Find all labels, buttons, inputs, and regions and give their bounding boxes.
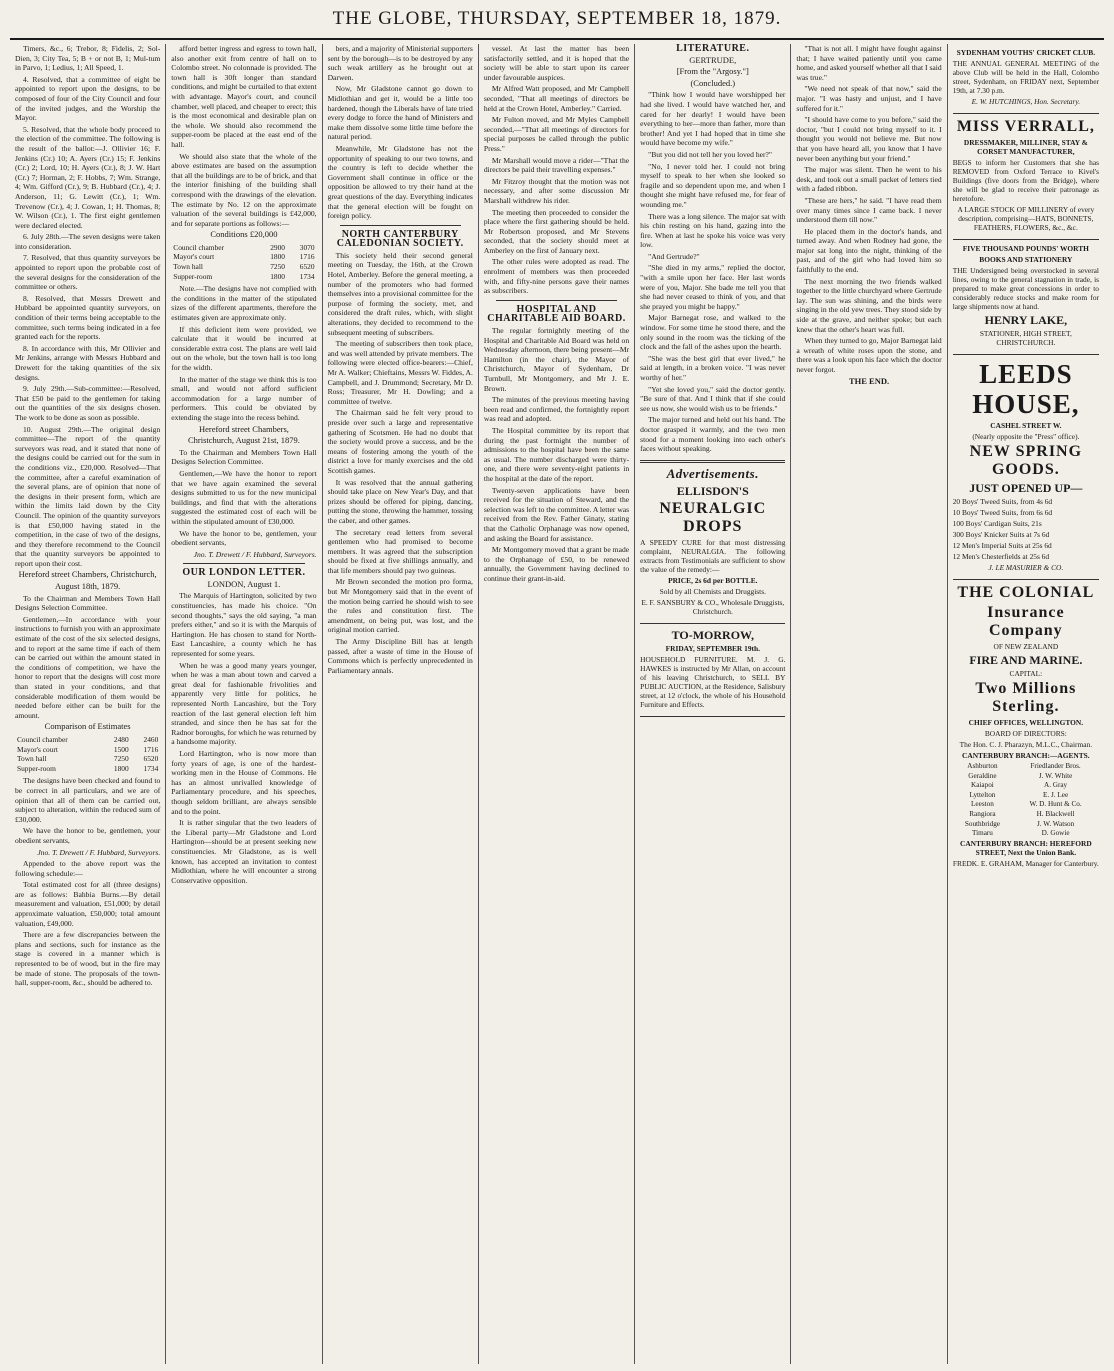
table-cell: Town hall [17, 754, 47, 764]
article-heading: NORTH CANTERBURY CALEDONIAN SOCIETY. [336, 228, 464, 250]
table-row [171, 243, 316, 253]
paragraph: Mr Marshall would move a rider—"That the directors be paid their travelling expenses." [483, 155, 630, 175]
letter-heading: Hereford street Chambers, Christchurch, [18, 569, 157, 580]
column-1 [10, 44, 166, 1364]
advert-body: A SPEEDY CURE for that most distressing complaint, NEURALGIA. The following extracts from Testimonials are sufficient to show the value of the remedy:— [640, 538, 786, 575]
advert-body: BEGS to inform her Customers that she has REMOVED from Oxford Terrace to Kivel's Buildings (five doors from the Bridge), where she will be glad to receive their patronage as heretofore. [952, 158, 1099, 203]
table-cell: H. Blackwell [1036, 809, 1075, 818]
paragraph: Mr Fulton moved, and Mr Myles Campbell seconded,—"That all meetings of directors for special purposes be called through the public Press." [483, 115, 630, 153]
table-cell: 1800 [270, 252, 285, 262]
paragraph: This society held their second general meeting on Tuesday, the 16th, at the Crown Hotel, Amberley. Before the general meeting, a number of the promoters who had formed themselves into a provisional committee for the purpose of forming the society, met, and considered the draft rules, which, with slight alterations, they decided to recommend to the subsequent meeting of subscribers. [327, 250, 473, 337]
list-item: 20 Boys' Tweed Suits, from 4s 6d [952, 497, 1053, 506]
paragraph: "That is not all. I might have fought against that; I have waited patiently until you came home, and asked yourself whether all that I said was true." [796, 44, 942, 82]
column-5 [635, 44, 791, 1364]
paragraph: We should also state that the whole of the above estimates are based on the assumption that all the buildings are to be of brick, and that the interior finishing of the building shall correspond with the drawings of the elevation. The estimate by No. 12 on the approximate valuation of the several buildings is £42,000, and for separate portions as follows:— [171, 151, 317, 228]
divider [340, 225, 461, 226]
advert-sub: CASHEL STREET W. [990, 421, 1062, 430]
paragraph: Appended to the above report was the following schedule:— [15, 859, 161, 878]
advert-body: HOUSEHOLD FURNITURE. M. J. G. HAWKES is instructed by Mr Allan, on account of his leaving Christchurch, to SELL BY PUBLIC AUCTION, at the Residence, Salisbury street, at 12 o'clock, the whole of his Household Furniture and Effects. [640, 655, 786, 710]
agents-table [953, 762, 1099, 839]
advert-title-2: NEW SPRING GOODS. [969, 443, 1083, 478]
paragraph: The Chairman said he felt very proud to preside over such a large and representative gathering of Scotsmen. He had no doubt that the society would prove a success, and be the means of fostering among the youth of the district a love for manly exercises and the old Scottish games. [327, 408, 473, 475]
advert-sign: J. LE MASURIER & CO. [988, 563, 1064, 572]
advert-branch: CANTERBURY BRANCH:—AGENTS. [962, 751, 1090, 760]
advert-capital-label: CAPITAL: [1009, 669, 1043, 678]
table-row [953, 800, 1099, 810]
paragraph: Mr Montgomery moved that a grant be made to the Orphanage of £50, to be renewed annually, the Government having declined to continue their grant-in-aid. [483, 545, 630, 583]
paragraph: "Think how I would have worshipped her had she lived. I would have watched her, and cared for her dearly! I would have been everything to her—more than father, more than brother! And yet I had hoped that in time she would have become my wife." [640, 90, 786, 148]
table-cell: 1716 [299, 252, 315, 262]
advert-leeds-house [953, 355, 1099, 580]
paragraph: afford better ingress and egress to town hall, also another exit from centre of hall on to Colombo street. No colonnade is provided. The town hall is 30ft longer than standard conditions, and might be curtailed to that extent with advantage. Mayor's court, and council chamber, well placed, and cheaper to erect; this is the most economical and desirable plan on the whole. We should also recommend the supper-room be placed at the east end of the hall. [171, 44, 317, 149]
paragraph: Gentlemen,—In accordance with your instructions to furnish you with an approximate estimate of the cost of the six selected designs, and to report at the same time if each of them can be carried out within the amount stated in the conditions of competition, we have the honor to report that the designs will cost more than stated in your conditions, and that considerable modification of them would be needed before either can be built for the amount. [15, 614, 161, 720]
advert-body: THE Undersigned being overstocked in several lines, owing to the general stagnation in trade, is prepared to make great concessions in order to considerably reduce stocks and make room for large shipments now at hand. [952, 266, 1099, 311]
advert-cricket-club [953, 44, 1099, 114]
advert-body: THE ANNUAL GENERAL MEETING of the above Club will be held in the Hall, Colombo street, Sydenham, on FRIDAY next, September 19th, at 7.30 p.m. [952, 59, 1099, 95]
paragraph: "She died in my arms," replied the doctor, "with a smile upon her face. Her last words were of you, Major. She bade me tell you that she had never ceased to think of you, and that she prayed you might be happy." [640, 263, 786, 311]
paragraph: There are a few discrepancies between the plans and sections, such for instance as the stage is covered in a manner which is represented to be of wood, but in the fire may be made of stone. The proposals of the town-hall, supper-room, &c., should be adhered to. [15, 930, 161, 988]
paragraph: Gentlemen,—We have the honor to report that we have again examined the several designs submitted to us for the new municipal buildings, and find that with the alterations suggested the estimated cost of each will be within the stipulated amount of £30,000. [171, 468, 317, 526]
paragraph: Note.—The designs have not complied with the conditions in the matter of the stipulated sizes of the different apartments, therefore the estimates given are approximate only. [171, 284, 317, 323]
section-heading: Advertisements. [666, 465, 759, 481]
table-cell: 2900 [270, 242, 285, 252]
table-row [953, 791, 1099, 801]
paragraph: 8. Resolved, that Messrs Drewett and Hubbard be appointed quantity surveyors, on condition of their terms being acceptable to the committee, such terms being indicated in a fee granted each for the reports. [15, 293, 161, 342]
advert-price: PRICE, 2s 6d per BOTTLE. [668, 576, 758, 586]
paragraph: 7. Resolved, that thus quantity surveyors be appointed to report upon the probable cost of the several designs for the consideration of the committee or others. [15, 253, 161, 292]
table-cell: Council chamber [173, 242, 224, 252]
paragraph: 6. July 28th.—The seven designs were taken into consideration. [15, 232, 161, 251]
advert-sub: OF NEW ZEALAND [993, 642, 1059, 651]
table-cell: A. Gray [1044, 781, 1068, 790]
table-cell: Supper-room [173, 271, 213, 281]
advert-books [953, 240, 1099, 355]
column-6 [791, 44, 947, 1364]
paragraph: 9. July 29th.—Sub-committee:—Resolved, That £50 be paid to the gentlemen for taking out the quantities of the six designs chosen. The work to be done as soon as possible. [15, 384, 161, 422]
paragraph: Twenty-seven applications have been received for the situation of Steward, and the selection was left to the committee. A letter was received from the Rev. Father Ginaty, stating that the Catholic Orphanage was now opened, and asking the Board for assistance. [483, 485, 630, 543]
advert-title: MISS VERRALL, [956, 118, 1095, 135]
table-row [15, 764, 160, 774]
table-row [953, 762, 1099, 772]
paragraph: When he was a good many years younger, when he was a man about town and carved a great deal for fashionable frivolities and apparently very little for politics, he represented North Lancashire, but the Tory reaction of the last general election left him stranded, and since then he has sat for the Radnor boroughs, for which he was returned by a handsome majority. [171, 660, 317, 747]
paragraph: The meeting then proceeded to consider the place where the first gathering should be held. Mr Robertson proposed, and Mr Stevens seconded, that the society should meet at Amberley on the first of January next. [483, 207, 630, 255]
table-cell: 1800 [113, 763, 129, 773]
table-cell: Lyttelton [969, 790, 996, 799]
advert-title: THE COLONIAL [957, 584, 1095, 601]
table-row [171, 252, 316, 262]
advert-neuralgic-drops [640, 480, 785, 624]
paragraph: He placed them in the doctor's hands, and turned away. And when Rodney had gone, the major sat long into the night, thinking of the past, and of the girl who had loved him so faithfully to the end. [796, 226, 942, 275]
table-cell: W. D. Hunt & Co. [1029, 800, 1082, 809]
table-row [953, 820, 1099, 830]
estimate-table [171, 243, 316, 281]
advert-lines: A LARGE STOCK OF MILLINERY of every description, comprising—HATS, BONNETS, FEATHERS, FLOWERS, &c., &c. [957, 205, 1095, 232]
table-cell: 1716 [143, 744, 159, 754]
paragraph: The major turned and held out his hand. The doctor grasped it warmly, and the two men stood for a moment looking into each other's faces without speaking. [640, 415, 786, 454]
list-item: 10 Boys' Tweed Suits, from 6s 6d [952, 508, 1053, 517]
paragraph: To the Chairman and Members Town Hall Designs Selection Committee. [171, 447, 317, 467]
column-7 [948, 44, 1104, 1364]
table-cell: Timaru [971, 829, 993, 838]
advert-sign: E. W. HUTCHINGS, Hon. Secretary. [971, 97, 1081, 106]
table-cell: Ashburton [967, 762, 998, 770]
letter-date: Christchurch, August 21st, 1879. [187, 435, 300, 446]
paragraph: In the matter of the stage we think this is too small, and would not afford sufficient accommodation for a large number of performers. This could be obviated by extending the stage into the recess behind. [171, 374, 317, 422]
letter-date: August 18th, 1879. [55, 581, 121, 592]
advert-capital: Two Millions Sterling. [975, 680, 1077, 715]
signature: Jno. T. Drewett / F. Hubbard, Surveyors. [37, 847, 161, 857]
advert-title-3: JUST OPENED UP— [969, 481, 1083, 495]
paragraph: Now, Mr Gladstone cannot go down to Midlothian and get it, would be a little too hardened, though the Liberals have of late tried every dodge to force the hand of Ministers and make them dissolve some little time before the natural period. [327, 84, 473, 142]
paragraph: When they turned to go, Major Barnegat laid a wreath of white roses upon the stone, and there was a look upon his face which the doctor never forgot. [796, 336, 942, 374]
table-cell: J. W. Watson [1036, 819, 1075, 828]
table-cell: 7250 [270, 262, 285, 272]
table-cell: 1500 [113, 744, 129, 754]
table-cell: 6520 [143, 754, 159, 764]
paragraph: "These are hers," he said. "I have read them over many times since I came back. I never understood them till now." [796, 195, 942, 225]
table-row [15, 745, 160, 755]
article-dateline: LONDON, August 1. [207, 578, 281, 589]
advert-colonial-insurance [953, 580, 1099, 875]
advert-address: STATIONER, HIGH STREET, CHRISTCHURCH. [979, 329, 1072, 347]
table-row [171, 272, 316, 282]
paragraph: Lord Hartington, who is now more than forty years of age, is one of the hardest-working men in the House of Commons. He has an almost unrivalled knowledge of Parliamentary procedure, and his speeches, though seldom brilliant, are always sensible and to the point. [171, 748, 317, 816]
paragraph: vessel. At last the matter has been satisfactorily settled, and it is hoped that the society will be able to start upon its career under favourable auspices. [483, 44, 630, 82]
section-heading: LITERATURE. [676, 44, 750, 54]
advert-title: LEEDS HOUSE, [972, 359, 1080, 419]
table-cell: Mayor's court [17, 744, 58, 754]
letter-heading: Hereford street Chambers, [198, 423, 289, 434]
story-source: [From the "Argosy."] [676, 66, 749, 77]
table-cell: 1734 [143, 763, 159, 773]
paragraph: Total estimated cost for all (three designs) are as follows: Bahbia Burns.—By detail measurement and valuation, £51,000; by detail approximate valuation, £50,000; total amount valuation, £49,000. [15, 880, 161, 928]
table-row [953, 810, 1099, 820]
table-cell: Council chamber [17, 734, 68, 744]
advert-offices: CHIEF OFFICES, WELLINGTON. [968, 718, 1084, 727]
column-2 [166, 44, 322, 1364]
paragraph: 5. Resolved, that the whole body proceed to the election of the committee. The following is the result of the ballot:—J. Ollivier 16; F. Jenkins (Cr.) 10; A. Ayers (Cr.) 15; F. Jenkins (Cr.) 2; Lord, 10; H. Ayers (Cr.), 8; J. W. Hart (Cr.) 7; Horman, 2; F. Hobbs, 7; Wm. Strange, 4; Wm. Gifford (Cr.), 9; B. Hubbard (Cr.), 4; J. Anderson, 11; G. Lewitt (Cr.), 1; Wm. Trevenow (Cr.), 4; J. Cowan, 1; H. Thomas, 8; W. Wilson (Cr.), 1. The first eight gentlemen were declared elected. [15, 124, 161, 230]
paragraph: If this deficient item were provided, we calculate that it would be incurred at considerable extra cost. The plans are well laid out on the whole, but the town hall is too long for the width. [171, 324, 317, 372]
paragraph: "She was the best girl that ever lived," he said at length, in a broken voice. "I was never worthy of her." [640, 353, 786, 382]
paragraph: Major Barnegat rose, and walked to the window. For some time he stood there, and the only sound in the room was the ticking of the clock and the fall of the ashes upon the hearth. [640, 313, 786, 352]
advert-verrall [953, 114, 1099, 240]
paragraph: 4. Resolved, that a committee of eight be appointed to report upon the designs, to be composed of four of the City Council and four of the invited judges, and the Worship the Mayor. [15, 74, 161, 123]
paragraph: Timers, &c., 6; Trebor, 8; Fidelis, 2; Sol-Dien, 3; City Tea, 5; B + or not B, 1; Mul-tum in Parvo, 1; Ledius, 1; All Speed, 1. [15, 44, 161, 73]
advert-footer: CANTERBURY BRANCH: HEREFORD STREET, Next the Union Bank. [960, 838, 1092, 857]
list-item: 300 Boys' Knicker Suits at 7s 6d [952, 530, 1050, 539]
advert-date: FRIDAY, SEPTEMBER 19th. [665, 644, 760, 654]
paragraph: Mr Alfred Watt proposed, and Mr Campbell seconded, "That all meetings of directors be held at the Crown Hotel, Amberley." Carried. [483, 84, 630, 113]
table-cell: Leeston [971, 800, 994, 809]
table-cell: 2460 [143, 734, 159, 744]
divider [640, 460, 785, 463]
advert-title: TO-MORROW, [671, 628, 754, 643]
masthead-title: THE GLOBE, THURSDAY, SEPTEMBER 18, 1879. [332, 8, 782, 29]
table-cell: Supper-room [17, 763, 56, 773]
table-heading: Conditions £20,000 [210, 229, 278, 240]
advert-manager: FREDK. E. GRAHAM, Manager for Canterbury. [952, 858, 1099, 868]
table-cell: Mayor's court [173, 252, 215, 262]
paragraph: The minutes of the previous meeting having been read and confirmed, the fortnightly report was read and adopted. [483, 395, 630, 424]
table-row [953, 829, 1099, 839]
paragraph: The major was silent. Then he went to his desk, and took out a small packet of letters tied with a faded ribbon. [796, 165, 942, 194]
advert-sold: Sold by all Chemists and Druggists. [659, 587, 766, 597]
table-row [953, 772, 1099, 782]
table-cell: Rangiora [969, 809, 996, 818]
advert-title: SYDENHAM YOUTHS' CRICKET CLUB. [956, 48, 1096, 57]
list-item: 100 Boys' Cardigan Suits, 21s [952, 519, 1042, 528]
paragraph: It was resolved that the annual gathering should take place on New Year's Day, and that prizes should be offered for piping, dancing, putting the stone, throwing the hammer, tossing the caber, and other games. [327, 477, 473, 525]
paragraph: 8. In accordance with this, Mr Ollivier and Mr Jenkins, arrange with Messrs Hubbard and Drewett for the taking quantities of the six designs. [15, 343, 161, 382]
paragraph: Meanwhile, Mr Gladstone has not the opportunity of speaking to our two towns, and the country is left to decide whether the Government shall continue in office or the opposition be allowed to try their hand at the great questions of the day. Everything indicates that the general election will be fought on foreign policy. [327, 143, 473, 221]
story-title: GERTRUDE, [689, 54, 737, 65]
table-cell: 3070 [299, 242, 315, 252]
paragraph: Mr Fitzroy thought that the motion was not necessary, and after some discussion Mr Marshall withdrew his rider. [483, 176, 630, 205]
table-cell: 1734 [299, 271, 315, 281]
table-row [15, 754, 160, 764]
estimate-table [15, 735, 160, 773]
paragraph: "I should have come to you before," said the doctor, "but I could not bring myself to it. I thought you would not believe me. But now that you have heard all, you know that I have never been anything but your friend." [796, 115, 942, 163]
paragraph: There was a long silence. The major sat with his chin resting on his hand, gazing into the fire. When at last he spoke his voice was very low. [640, 211, 786, 250]
advert-auction [640, 624, 785, 717]
advert-title: FIVE THOUSAND POUNDS' WORTH [962, 244, 1089, 253]
table-cell: Geraldine [968, 771, 997, 780]
paragraph: We have the honor to be, gentlemen, your obedient servants, [171, 528, 317, 548]
paragraph: "No, I never told her. I could not bring myself to speak to her when she looked so fragile and so dependent upon me, and when I thought she might have refused me, for fear of wounding me." [640, 161, 786, 209]
paragraph: The Hospital committee by its report that during the past fortnight the number of admissions to the hospital have been the same as usual. The number discharged were thirty-one, and there were seventy-eight patients in the hospital at the date of the report. [483, 425, 630, 483]
paragraph: It is rather singular that the two leaders of the Liberal party—Mr Gladstone and Lord Hartington—should be at present seeking new constituencies. Mr Gladstone, as is well known, has accepted an invitation to contest Midlothian, where he will encounter a strong Conservative opposition. [171, 818, 317, 885]
article-heading: HOSPITAL AND CHARITABLE AID BOARD. [487, 303, 626, 325]
paragraph: 10. August 29th.—The original design committee—The report of the quantity surveyors was read, and it stated that none of the designs could be carried out for the sum in the conditions viz., £20,000. Resolved—That the committee, after a careful examination of the several plans, are of opinion that none of the designs in their present form, which are within the limits laid down by the City Council. The opinion of the quantity surveyors is that £50,000 having stated in the competition, in the case of two of the designs, and they therefore recommend to the Council that the quantity surveyors be appointed to report upon their cost. [15, 424, 161, 568]
paragraph: We have the honor to be, gentlemen, your obedient servants, [15, 826, 161, 845]
paragraph: The designs have been checked and found to be correct in all particulars, and we are of opinion that all of them can be carried out, subject to alteration, within the reduced sum of £30,000. [15, 776, 161, 824]
advert-title: ELLISDON'S [676, 484, 749, 499]
table-cell: 1800 [270, 271, 285, 281]
signature: Jno. T. Drewett / F. Hubbard, Surveyors. [193, 549, 317, 559]
advert-sub: BOOKS AND STATIONERY [979, 255, 1073, 264]
table-cell: J. W. White [1038, 771, 1073, 780]
table-row [15, 735, 160, 745]
paragraph: To the Chairman and Members Town Hall Designs Selection Committee. [15, 593, 161, 613]
advert-chairman: The Hon. C. J. Pharazyn, M.L.C., Chairman. [959, 740, 1093, 749]
paragraph: "And Gertrude?" [648, 251, 700, 261]
list-item: 12 Men's Chesterfields at 25s 6d [952, 552, 1050, 561]
list-item: 12 Men's Imperial Suits at 25s 6d [952, 541, 1052, 550]
paragraph: The secretary read letters from several gentlemen who had promised to become members. It was agreed that the subscription should be fixed at five shillings annually, and that life members should pay two guineas. [327, 527, 473, 575]
divider [183, 563, 304, 564]
table-cell: D. Gowie [1041, 829, 1070, 838]
paragraph: The other rules were adopted as read. The enrolment of members was then proceeded with, and fifty-nine persons gave their names as subscribers. [483, 257, 630, 296]
column-4 [479, 44, 635, 1364]
table-cell: Kaiapoi [971, 781, 994, 790]
paragraph: The meeting of subscribers then took place, and was well attended by private members. The following were elected office-bearers:—Chief, Mr A. Walker; Chieftains, Messrs W. Fiddes, A. Campbell, and J. Drummond; Secretary, Mr D. Ross; Treasurer, Mr H. Dowling; and a committee of twelve. [327, 339, 473, 406]
advert-note: (Nearly opposite the "Press" office). [972, 432, 1080, 441]
advert-board: BOARD OF DIRECTORS: [984, 729, 1067, 738]
paragraph: "But you did not tell her you loved her?" [648, 149, 773, 159]
advert-name: HENRY LAKE, [984, 313, 1068, 327]
advert-type: FIRE AND MARINE. [969, 653, 1083, 667]
paragraph: "Yet she loved you," said the doctor gently. "Be sure of that. And I think that if she could see us now, she would wish us to be friends." [640, 384, 786, 413]
columns [10, 44, 1104, 1364]
table-cell: Southbridge [964, 819, 1000, 828]
column-3 [323, 44, 479, 1364]
advert-sub: DRESSMAKER, MILLINER, STAY & CORSET MANUFACTURER, [963, 138, 1088, 156]
table-heading: Comparison of Estimates [44, 721, 131, 732]
paragraph: The regular fortnightly meeting of the Hospital and Charitable Aid Board was held on Wednesday afternoon, there being present—Mr Hamilton (in the chair), the Mayor of Christchurch, Mayor of Sydenham, Dr Turnbull, Mr Montgomery, and Mr J. E. Brown. [483, 326, 630, 393]
article-heading: OUR LONDON LETTER. [182, 567, 306, 579]
table-cell: 6520 [299, 262, 315, 272]
paragraph: The next morning the two friends walked together to the little churchyard where Gertrude lay. The sun was shining, and the birds were singing in the old yew trees. They stood side by side at the grave, and neither spoke; but each knew that the other's heart was full. [796, 276, 942, 334]
paragraph: "We need not speak of that now," said the major. "I was hasty and unjust, and I have suffered for it." [796, 84, 942, 113]
masthead [10, 8, 1104, 40]
story-note: (Concluded.) [690, 77, 736, 88]
paragraph: bers, and a majority of Ministerial supporters sent by the borough—is to be destroyed by any such weak artillery as he brought out at Darwen. [327, 44, 473, 82]
advert-agents: E. F. SANSBURY & CO., Wholesale Druggists, Christchurch. [641, 598, 785, 617]
story-end: THE END. [848, 375, 890, 386]
advert-title-2: Insurance Company [987, 604, 1065, 639]
paragraph: The Army Discipline Bill has at length passed, after a waste of time in the House of Commons which is perfectly unprecedented in Parliamentary annals. [327, 637, 473, 675]
table-cell: 7250 [113, 754, 129, 764]
table-cell: E. J. Lee [1043, 790, 1069, 799]
divider [496, 300, 617, 301]
paragraph: Mr Brown seconded the motion pro forma, but Mr Montgomery said that in the event of the motion being carried he should wish to see the rules and constitution first. The amendment, on being put, was lost, and the original motion carried. [327, 577, 473, 635]
table-row [953, 781, 1099, 791]
table-cell: Town hall [173, 262, 203, 272]
advert-subtitle: NEURALGIC DROPS [659, 500, 767, 536]
table-row [171, 262, 316, 272]
paragraph: The Marquis of Hartington, solicited by two constituencies, has made his choice. "On second thoughts," says the old saying, "a man prefers either," and so it is with the Marquis of Hartington. He has chosen to stand for North-East Lancashire, a county which he has represented for some years. [171, 591, 317, 659]
table-cell: 2480 [113, 734, 129, 744]
table-cell: Friedlander Bros. [1030, 762, 1081, 770]
